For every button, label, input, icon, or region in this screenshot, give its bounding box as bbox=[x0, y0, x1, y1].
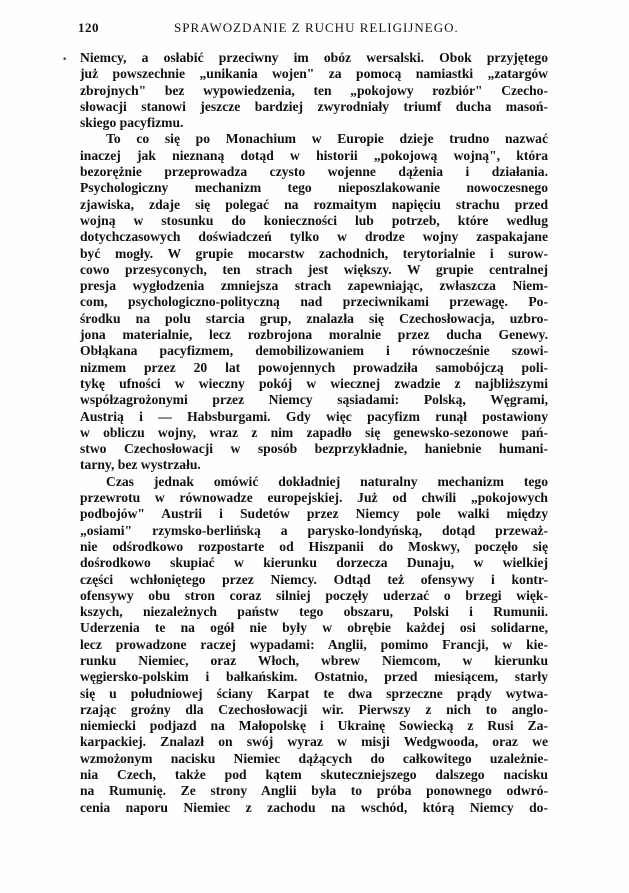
text-line: tykę ufności w wieczny pokój w wiecznej zwadzie z najbliższymi bbox=[80, 375, 548, 391]
text-line: rzając groźny dla Czechosłowacji wir. Pierwszy z nich to anglo- bbox=[80, 701, 548, 717]
text-line: środku na polu starcia grup, znalazła się Czechosłowacja, uzbro- bbox=[80, 310, 548, 326]
text-line: „osiami" rzymsko-berlińską a parysko-londyńską, dotąd przeważ- bbox=[80, 522, 548, 538]
text-line: niemiecki podjazd na Małopolskę i Ukrainę Sowiecką z Rusi Za- bbox=[80, 718, 548, 734]
body-text bbox=[80, 50, 548, 816]
text-line: podbojów" Austrii i Sudetów przez Niemcy pole walki między bbox=[80, 506, 548, 522]
text-line: nie odśrodkowo rozpostarte od Hiszpanii do Moskwy, poczęło się bbox=[80, 538, 548, 554]
text-line: Obłąkana pacyfizmem, demobilizowaniem i równocześnie szowi- bbox=[80, 343, 548, 359]
text-line: To co się po Monachium w Europie dzieje trudno nazwać bbox=[106, 131, 548, 147]
text-line: na Rumunię. Ze strony Anglii była to próba ponownego odwró- bbox=[80, 783, 548, 799]
text-line: tarny, bez wystrzału. bbox=[80, 457, 201, 473]
text-line: dośrodkowo skupiać w kierunku dorzecza Dunaju, w wielkiej bbox=[80, 555, 548, 571]
text-line: ofensywy obu stron coraz silniej poczęły uderzać o brzegi więk- bbox=[80, 587, 548, 603]
text-line: Psychologiczny mechanizm tego nieposzlakowanie nowoczesnego bbox=[80, 180, 548, 196]
text-line: być mogły. W grupie mocarstw zachodnich, terytorialnie i surow- bbox=[80, 245, 548, 261]
text-line: presja wygłodzenia zmniejsza strach zapewniając, zwłaszcza Niem- bbox=[80, 278, 548, 294]
margin-mark: • bbox=[62, 55, 68, 65]
text-line: cenia naporu Niemiec z zachodu na wschód, którą Niemcy do- bbox=[80, 799, 548, 815]
text-line: Austrią i — Habsburgami. Gdy więc pacyfizm runął postawiony bbox=[80, 408, 548, 424]
text-line: już powszechnie „unikania wojen" za pomocą namiastki „zatargów bbox=[80, 66, 548, 82]
text-line: Uderzenia te na ogół nie były w obrębie każdej osi solidarne, bbox=[80, 620, 548, 636]
text-line: nia Czech, także pod kątem skuteczniejszego dalszego nacisku bbox=[80, 767, 548, 783]
text-line: kszych, niezależnych państw tego obszaru, Polski i Rumunii. bbox=[80, 604, 548, 620]
text-line: cowo przesyconych, ten strach jest większy. W grupie centralnej bbox=[80, 261, 548, 277]
running-head: SPRAWOZDANIE Z RUCHU RELIGIJNEGO. bbox=[174, 20, 459, 35]
text-line: współzagrożonymi przez Niemcy sąsiadami: Polską, Węgrami, bbox=[80, 392, 548, 408]
text-line: wojną w stosunku do konieczności lub potrzeb, które według bbox=[80, 212, 548, 228]
text-line: karpackiej. Znalazł on swój wyraz w misji Wedgwooda, oraz we bbox=[80, 734, 548, 750]
text-line: bezorężnie przeprowadza czysto wojenne dążenia i działania. bbox=[80, 164, 548, 180]
text-line: Czas jednak omówić dokładniej naturalny mechanizm tego bbox=[106, 473, 548, 489]
text-line: Niemcy, a osłabić przeciwny im obóz wersalski. Obok przyjętego bbox=[80, 50, 548, 65]
text-line: dotychczasowych doświadczeń tylko w drodze wojny zaspakajane bbox=[80, 229, 548, 245]
text-line: w obliczu wojny, wraz z nim zapadło się genewsko-sezonowe pań- bbox=[80, 424, 548, 440]
text-line: nizmem przez 20 lat powojennych prowadziła samobójczą poli- bbox=[80, 359, 548, 375]
text-line: przewrotu w równowadze europejskiej. Już od chwili „pokojowych bbox=[80, 490, 548, 506]
text-line: węgiersko-polskim i bałkańskim. Ostatnio, przed miesiącem, starły bbox=[80, 669, 548, 685]
text-line: części wchłoniętego przez Niemcy. Odtąd też ofensywy i kontr- bbox=[80, 571, 548, 587]
text-line: com, psychologiczno-polityczną nad przeciwnikami przewagę. Po- bbox=[80, 294, 548, 310]
text-line: stwo Czechosłowacji w sposób bezprzykładnie, haniebnie humani- bbox=[80, 441, 548, 457]
page-number: 120 bbox=[78, 20, 99, 35]
text-line: lecz prowadzone raczej wypadami: Anglii, pomimo Francji, w kie- bbox=[80, 636, 548, 652]
text-line: słowacji stanowi jeszcze bardziej zwyrodniały triumf ducha masoń- bbox=[80, 98, 548, 114]
page-header bbox=[78, 20, 548, 42]
text-line: zbrojnych" bez wypowiedzenia, ten „pokojowy rozbiór" Czecho- bbox=[80, 82, 548, 98]
text-line: inaczej jak nieznaną dotąd w historii „pokojową wojną", która bbox=[80, 147, 548, 163]
text-line: runku Niemiec, oraz Włoch, wbrew Niemcom, w kierunku bbox=[80, 652, 548, 668]
text-line: wzmożonym nacisku Niemiec dążących do całkowitego uzależnie- bbox=[80, 750, 548, 766]
text-line: jona materialnie, lecz rozbrojona moralnie przez ducha Genewy. bbox=[80, 327, 548, 343]
text-line: skiego pacyfizmu. bbox=[80, 115, 184, 131]
text-line: zjawiska, zdaje się polegać na rozmaitym napięciu strachu przed bbox=[80, 196, 548, 212]
text-line: się u południowej ściany Karpat te dwa sprzeczne prądy wytwa- bbox=[80, 685, 548, 701]
